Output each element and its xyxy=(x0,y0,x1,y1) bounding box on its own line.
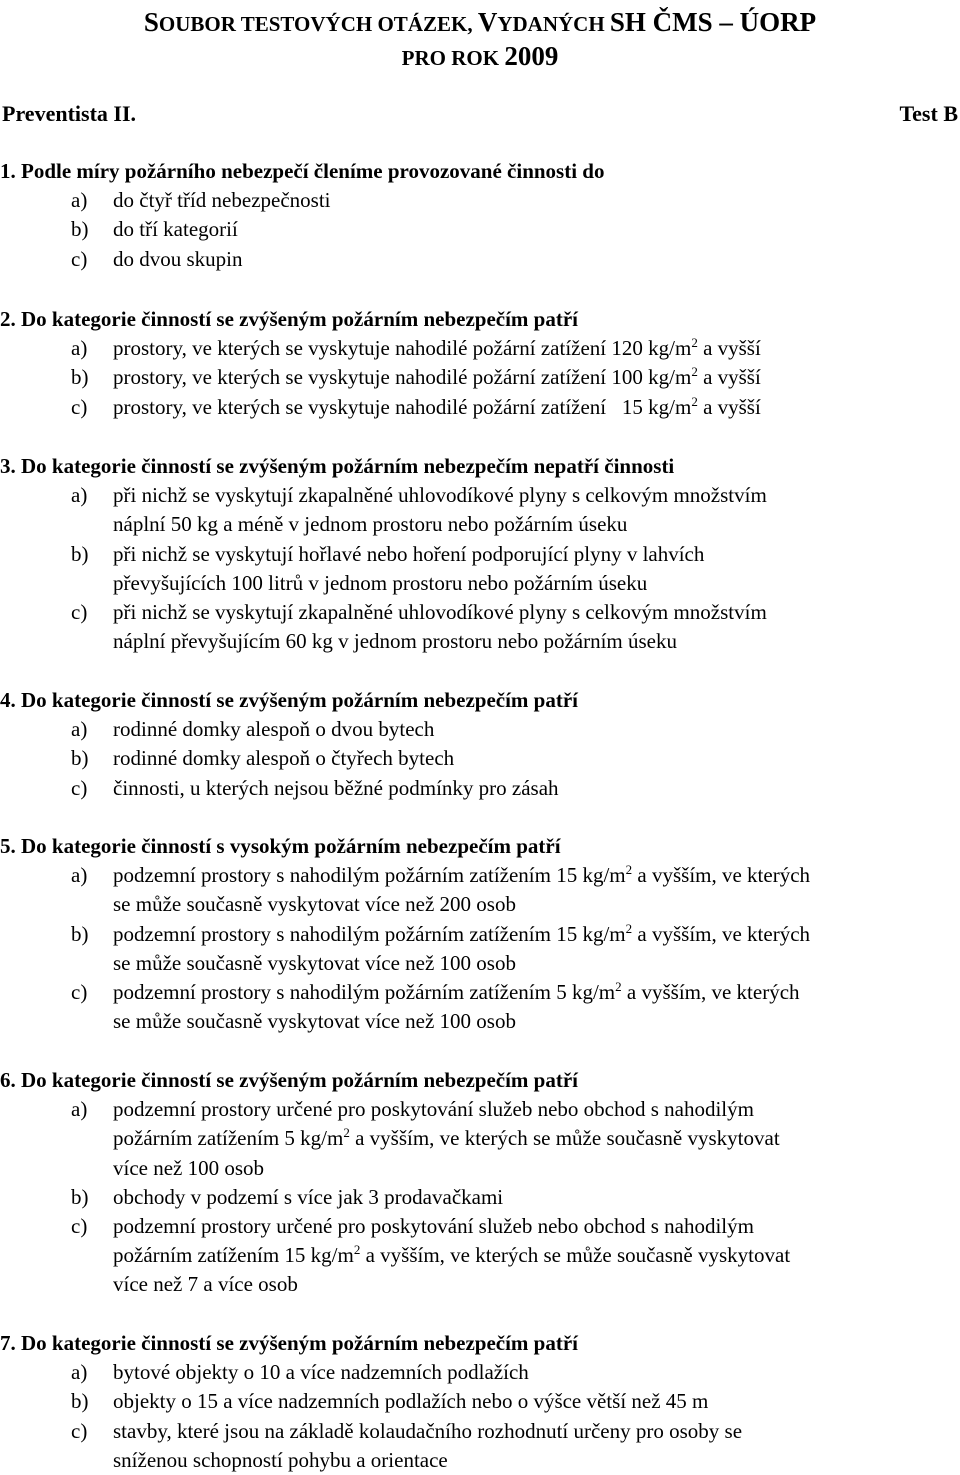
answer-option[interactable] xyxy=(0,1212,960,1300)
answer-option[interactable] xyxy=(0,978,960,1036)
title-part: OUBOR TESTOVÝCH OTÁZEK xyxy=(158,12,468,36)
answer-option[interactable] xyxy=(0,1183,960,1212)
answer-option[interactable] xyxy=(0,1387,960,1416)
superscript: 2 xyxy=(615,979,622,995)
question-7 xyxy=(0,1329,960,1475)
option-text: prostory, ve kterých se vyskytuje nahodilé požární zatížení 15 kg/m xyxy=(113,394,692,419)
option-letter: c) xyxy=(71,600,88,625)
option-text: stavby, které jsou na základě kolaudačního rozhodnutí určeny pro osoby se xyxy=(113,1418,743,1443)
answer-option[interactable] xyxy=(0,540,960,598)
option-letter: b) xyxy=(71,217,89,242)
option-text: a vyšší xyxy=(697,394,761,419)
answer-option[interactable] xyxy=(0,1095,960,1183)
option-letter: c) xyxy=(71,775,88,800)
answer-option[interactable] xyxy=(0,598,960,656)
option-letter: a) xyxy=(71,1360,88,1385)
answer-option[interactable] xyxy=(0,393,960,422)
option-text: při nichž se vyskytují zkapalněné uhlovodíkové plyny s celkovým množstvím xyxy=(113,483,767,508)
option-letter: c) xyxy=(71,246,88,271)
option-text: prostory, ve kterých se vyskytuje nahodilé požární zatížení 120 kg/m xyxy=(113,336,692,361)
superscript: 2 xyxy=(625,920,633,936)
answer-option[interactable] xyxy=(0,363,960,392)
option-text-continued: více než 7 a více osob xyxy=(113,1272,298,1297)
option-text: prostory, ve kterých se vyskytuje nahodilé požární zatížení 100 kg/m xyxy=(113,365,692,390)
option-text-continued: více než 100 osob xyxy=(113,1155,265,1180)
option-text: požárním zatížením 15 kg/m xyxy=(113,1243,354,1268)
option-text: podzemní prostory s nahodilým požárním zatížením 5 kg/m xyxy=(113,980,616,1005)
question-4 xyxy=(0,686,960,803)
option-text: podzemní prostory s nahodilým požárním zatížením 15 kg/m xyxy=(113,863,626,888)
question-1 xyxy=(0,157,960,274)
option-letter: c) xyxy=(71,980,88,1005)
option-text: rodinné domky alespoň o čtyřech bytech xyxy=(113,746,455,771)
option-text: při nichž se vyskytují hořlavé nebo hoření podporující plyny v lahvích xyxy=(113,541,705,566)
document-subtitle xyxy=(0,39,960,75)
option-letter: b) xyxy=(71,365,89,390)
answer-option[interactable] xyxy=(0,774,960,803)
option-text: při nichž se vyskytují zkapalněné uhlovodíkové plyny s celkovým množstvím xyxy=(113,600,767,625)
option-text: podzemní prostory určené pro poskytování služeb nebo obchod s nahodilým xyxy=(113,1214,754,1239)
option-text: činnosti, u kterých nejsou běžné podmínky pro zásah xyxy=(113,775,559,800)
answer-option[interactable] xyxy=(0,334,960,363)
option-letter: a) xyxy=(71,336,88,361)
superscript: 2 xyxy=(625,862,633,878)
answer-option[interactable] xyxy=(0,1417,960,1475)
role-label: Preventista II. xyxy=(2,101,137,126)
option-text: a vyšším, ve kterých se může současně vyskytovat xyxy=(349,1126,780,1151)
answer-option[interactable] xyxy=(0,245,960,274)
answer-option[interactable] xyxy=(0,215,960,244)
superscript: 2 xyxy=(691,364,698,380)
option-text: a vyšším, ve kterých xyxy=(632,921,811,946)
answer-option[interactable] xyxy=(0,186,960,215)
option-text-continued: náplní převyšujícím 60 kg v jednom prostoru nebo požárním úseku xyxy=(113,629,677,654)
question-5 xyxy=(0,832,960,1036)
option-letter: b) xyxy=(71,1184,89,1209)
option-text-continued: se může současně vyskytovat více než 100 osob xyxy=(113,950,516,975)
option-text-continued: náplní 50 kg a méně v jednom prostoru nebo požárním úseku xyxy=(113,512,628,537)
option-letter: c) xyxy=(71,1418,88,1443)
option-text: a vyšším, ve kterých xyxy=(632,863,811,888)
question-6 xyxy=(0,1066,960,1300)
document-title xyxy=(0,5,960,41)
title-part: S xyxy=(143,7,159,37)
option-letter: a) xyxy=(71,1097,88,1122)
question-text: 1. Podle míry požárního nebezpečí členíme provozované činnosti do xyxy=(0,159,605,183)
question-text: 4. Do kategorie činností se zvýšeným požárním nebezpečím patří xyxy=(0,688,579,712)
option-text: do tří kategorií xyxy=(113,217,238,242)
option-text: do dvou skupin xyxy=(113,246,243,271)
option-text: požárním zatížením 5 kg/m xyxy=(113,1126,344,1151)
question-text: 3. Do kategorie činností se zvýšeným požárním nebezpečím nepatří činnosti xyxy=(0,454,675,478)
option-text: a vyšším, ve kterých xyxy=(621,980,800,1005)
option-text: a vyšším, ve kterých se může současně vyskytovat xyxy=(360,1243,791,1268)
question-text: 7. Do kategorie činností se zvýšeným požárním nebezpečím patří xyxy=(0,1331,579,1355)
question-3 xyxy=(0,452,960,656)
option-text: bytové objekty o 10 a více nadzemních podlažích xyxy=(113,1360,529,1385)
test-label: Test B xyxy=(899,101,958,126)
option-letter: c) xyxy=(71,394,88,419)
option-text: podzemní prostory určené pro poskytování služeb nebo obchod s nahodilým xyxy=(113,1097,754,1122)
meta-row xyxy=(2,98,958,130)
answer-option[interactable] xyxy=(0,920,960,978)
option-text-continued: sníženou schopností pohybu a orientace xyxy=(113,1447,448,1472)
superscript: 2 xyxy=(691,393,698,409)
subtitle-year: 2009 xyxy=(504,41,559,71)
answer-option[interactable] xyxy=(0,744,960,773)
title-part: YDANÝCH xyxy=(497,12,610,36)
title-part: SH ČMS – ÚORP xyxy=(609,7,817,37)
answer-option[interactable] xyxy=(0,715,960,744)
option-text: objekty o 15 a více nadzemních podlažích nebo o výšce větší než 45 m xyxy=(113,1389,709,1414)
option-letter: c) xyxy=(71,1214,88,1239)
title-part: V xyxy=(477,7,498,37)
answer-option[interactable] xyxy=(0,1358,960,1387)
option-letter: a) xyxy=(71,863,88,888)
option-letter: b) xyxy=(71,1389,89,1414)
option-letter: b) xyxy=(71,541,89,566)
option-text: podzemní prostory s nahodilým požárním zatížením 15 kg/m xyxy=(113,921,626,946)
option-text-continued: se může současně vyskytovat více než 200 osob xyxy=(113,892,516,917)
answer-option[interactable] xyxy=(0,861,960,919)
option-text: do čtyř tříd nebezpečnosti xyxy=(113,188,331,213)
option-letter: a) xyxy=(71,483,88,508)
option-text: rodinné domky alespoň o dvou bytech xyxy=(113,717,435,742)
option-text: a vyšší xyxy=(697,336,761,361)
option-text: obchody v podzemí s více jak 3 prodavačkami xyxy=(113,1184,504,1209)
option-text-continued: se může současně vyskytovat více než 100 osob xyxy=(113,1009,516,1034)
title-part: , xyxy=(467,12,478,36)
option-letter: a) xyxy=(71,717,88,742)
option-letter: b) xyxy=(71,921,89,946)
question-text: 5. Do kategorie činností s vysokým požárním nebezpečím patří xyxy=(0,834,561,858)
option-letter: a) xyxy=(71,188,88,213)
question-2 xyxy=(0,305,960,422)
question-text: 6. Do kategorie činností se zvýšeným požárním nebezpečím patří xyxy=(0,1068,579,1092)
answer-option[interactable] xyxy=(0,481,960,539)
option-letter: b) xyxy=(71,746,89,771)
superscript: 2 xyxy=(353,1242,361,1258)
question-text: 2. Do kategorie činností se zvýšeným požárním nebezpečím patří xyxy=(0,307,579,331)
option-text-continued: převyšujících 100 litrů v jednom prostoru nebo požárním úseku xyxy=(113,570,648,595)
superscript: 2 xyxy=(343,1125,350,1141)
option-text: a vyšší xyxy=(697,365,761,390)
superscript: 2 xyxy=(691,335,698,351)
subtitle-part: PRO ROK xyxy=(401,46,505,70)
